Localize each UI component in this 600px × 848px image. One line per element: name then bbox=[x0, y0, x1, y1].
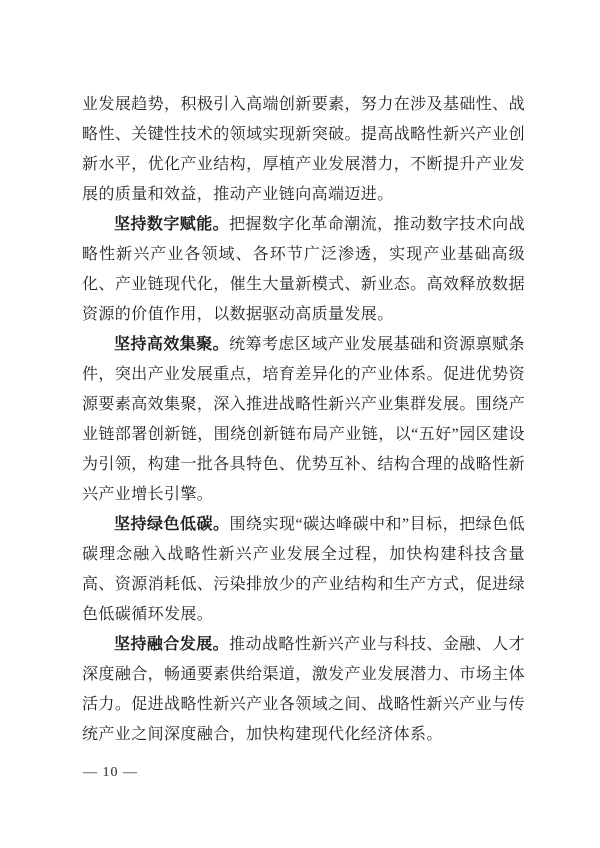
paragraph-digital-empowerment bbox=[82, 210, 525, 330]
paragraph-text: 业发展趋势，积极引入高端创新要素，努力在涉及基础性、战略性、关键性技术的领域实现新突破。提高战略性新兴产业创新水平，优化产业结构，厚植产业发展潜力，不断提升产业发展的质量和效益，推动产业链向高端迈进。 bbox=[82, 96, 525, 203]
paragraph-lead: 坚持高效集聚。 bbox=[114, 336, 230, 353]
document-body bbox=[82, 90, 525, 750]
paragraph-text: 统筹考虑区域产业发展基础和资源禀赋条件，突出产业发展重点，培育差异化的产业体系。促进优势资源要素高效集聚，深入推进战略性新兴产业集群发展。围绕产业链部署创新链，围绕创新链布局产业链，以“五好”园区建设为引领，构建一批各具特色、优势互补、结构合理的战略性新兴产业增长引擎。 bbox=[82, 336, 525, 503]
paragraph-text: 推动战略性新兴产业与科技、金融、人才深度融合，畅通要素供给渠道，激发产业发展潜力、市场主体活力。促进战略性新兴产业各领域之间、战略性新兴产业与传统产业之间深度融合，加快构建现代化经济体系。 bbox=[82, 636, 525, 743]
page-number: — 10 — bbox=[83, 765, 138, 780]
paragraph-lead: 坚持数字赋能。 bbox=[114, 216, 230, 233]
paragraph-green-low-carbon bbox=[82, 510, 525, 630]
paragraph-efficient-clustering bbox=[82, 330, 525, 510]
paragraph-text: 围绕实现“碳达峰碳中和”目标，把绿色低碳理念融入战略性新兴产业发展全过程，加快构建科技含量高、资源消耗低、污染排放少的产业结构和生产方式，促进绿色低碳循环发展。 bbox=[82, 516, 525, 623]
paragraph-lead: 坚持融合发展。 bbox=[114, 636, 230, 653]
paragraph-integrated-development bbox=[82, 630, 525, 750]
paragraph-continuation bbox=[82, 90, 525, 210]
paragraph-text: 把握数字化革命潮流，推动数字技术向战略性新兴产业各领域、各环节广泛渗透，实现产业基础高级化、产业链现代化，催生大量新模式、新业态。高效释放数据资源的价值作用，以数据驱动高质量发展。 bbox=[82, 216, 525, 323]
paragraph-lead: 坚持绿色低碳。 bbox=[114, 516, 230, 533]
